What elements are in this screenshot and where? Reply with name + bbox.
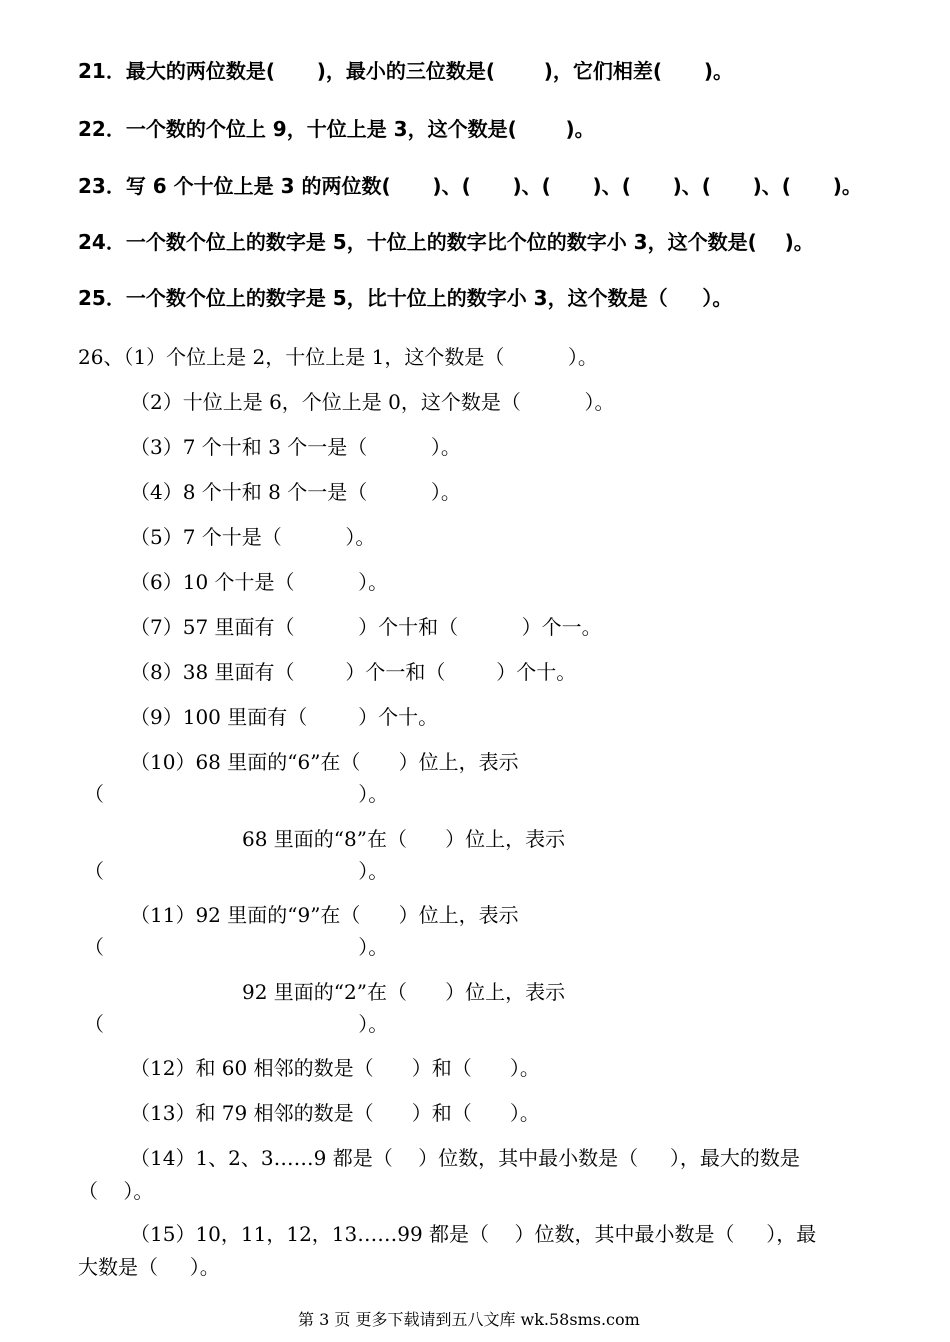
question-24: 24．一个数个位上的数字是 5，十位上的数字比个位的数字小 3，这个数是( )。 — [78, 230, 814, 254]
question-26-item-9: （9）100 里面有（ ）个十。 — [130, 705, 439, 729]
question-25: 25．一个数个位上的数字是 5，比十位上的数字小 3，这个数是（ ）。 — [78, 286, 733, 310]
question-26-item-10b-blank: （ ）。 — [84, 859, 389, 883]
question-26-item-14-cont: （ ）。 — [78, 1179, 154, 1203]
question-22: 22．一个数的个位上 9，十位上是 3，这个数是( )。 — [78, 117, 595, 141]
question-26-item-6: （6）10 个十是（ ）。 — [130, 570, 389, 594]
question-26-item-10a: （10）68 里面的“6”在（ ）位上，表示 — [130, 750, 519, 774]
question-26-item-13: （13）和 79 相邻的数是（ ）和（ ）。 — [130, 1101, 540, 1125]
question-26-item-2: （2）十位上是 6，个位上是 0，这个数是（ ）。 — [130, 390, 615, 414]
question-26-item-11a: （11）92 里面的“9”在（ ）位上，表示 — [130, 903, 519, 927]
question-26-item-11a-blank: （ ）。 — [84, 935, 389, 959]
question-26-item-4: （4）8 个十和 8 个一是（ ）。 — [130, 480, 461, 504]
page-footer: 第 3 页 更多下载请到五八文库 wk.58sms.com — [298, 1310, 640, 1329]
question-21: 21．最大的两位数是( )，最小的三位数是( )，它们相差( )。 — [78, 59, 733, 83]
question-26-item-15: （15）10，11，12，13……99 都是（ ）位数，其中最小数是（ ），最 — [130, 1222, 817, 1246]
question-26-item-11b: 92 里面的“2”在（ ）位上，表示 — [242, 980, 566, 1004]
question-26-item-14: （14）1、2、3……9 都是（ ）位数，其中最小数是（ ），最大的数是 — [130, 1146, 800, 1170]
question-26-item-5: （5）7 个十是（ ）。 — [130, 525, 376, 549]
question-26-header: 26、（1）个位上是 2，十位上是 1，这个数是（ ）。 — [78, 345, 598, 369]
question-26-item-15-cont: 大数是（ ）。 — [78, 1255, 220, 1279]
question-26-item-12: （12）和 60 相邻的数是（ ）和（ ）。 — [130, 1056, 540, 1080]
question-26-item-10a-blank: （ ）。 — [84, 782, 389, 806]
question-26-item-3: （3）7 个十和 3 个一是（ ）。 — [130, 435, 461, 459]
question-26-item-7: （7）57 里面有（ ）个十和（ ）个一。 — [130, 615, 602, 639]
question-26-item-8: （8）38 里面有（ ）个一和（ ）个十。 — [130, 660, 577, 684]
question-26-item-11b-blank: （ ）。 — [84, 1012, 389, 1036]
question-26-item-10b: 68 里面的“8”在（ ）位上，表示 — [242, 827, 566, 851]
question-23: 23．写 6 个十位上是 3 的两位数( )、( )、( )、( )、( )、( )。 — [78, 174, 862, 198]
